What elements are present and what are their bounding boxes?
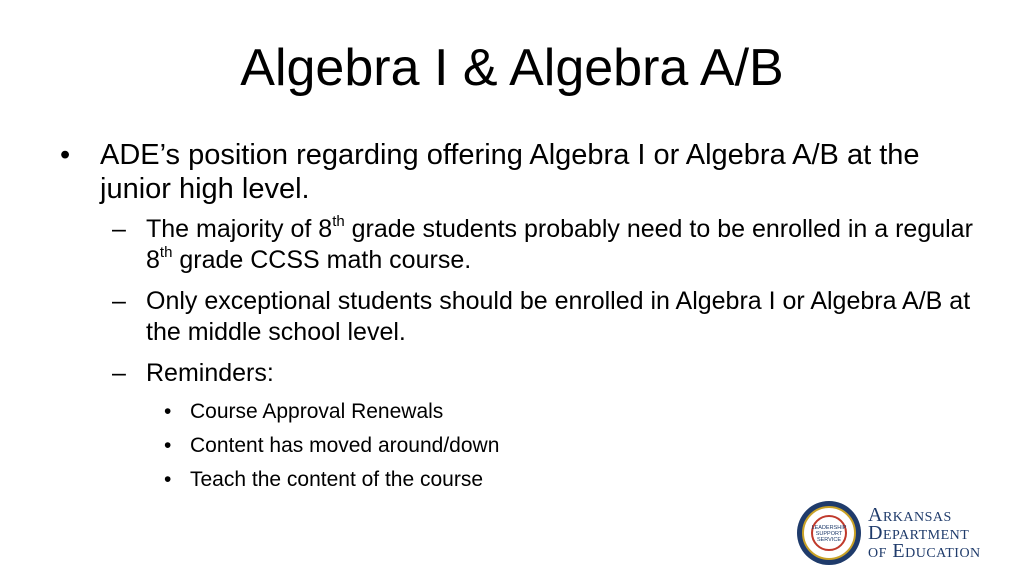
bullet-glyph: • — [164, 468, 172, 491]
logo-line-3: of Education — [868, 540, 981, 562]
svg-text:LEADERSHIP: LEADERSHIP — [811, 525, 847, 531]
bullet-text: ADE’s position regarding offering Algebra I or Algebra A/B at the junior high level. — [100, 139, 920, 205]
svg-text:SUPPORT: SUPPORT — [815, 531, 843, 537]
ade-logo-wordmark — [868, 506, 981, 560]
reminder-text: Content has moved around/down — [190, 434, 500, 457]
dash-glyph: – — [112, 215, 126, 243]
sub-bullet-text: Only exceptional students should be enrolled in Algebra I or Algebra A/B at the middle school level. — [146, 287, 971, 346]
sub-bullet-reminders — [60, 358, 980, 389]
dash-glyph: – — [112, 287, 126, 315]
ade-seal-icon — [796, 500, 862, 566]
reminder-item — [60, 399, 980, 425]
bullet-glyph: • — [164, 434, 172, 457]
bullet-glyph: • — [60, 139, 71, 171]
reminder-item — [60, 433, 980, 459]
logo-line-2: Department — [868, 522, 970, 544]
reminder-item — [60, 467, 980, 493]
dash-glyph: – — [112, 359, 126, 387]
sub-bullet-exceptional — [60, 286, 980, 348]
sub-bullet-text: The majority of 8th grade students probably need to be enrolled in a regular 8th grade CCSS math course. — [146, 213, 973, 274]
slide-title: Algebra I & Algebra A/B — [240, 39, 784, 97]
bullet-ade-position — [60, 138, 980, 206]
sub-bullet-text: Reminders: — [146, 359, 274, 387]
svg-text:SERVICE: SERVICE — [816, 537, 842, 543]
ade-logo — [796, 500, 1016, 570]
logo-line-1: Arkansas — [868, 504, 952, 526]
slide-content — [60, 138, 980, 501]
bullet-glyph: • — [164, 400, 172, 423]
sub-bullet-majority — [60, 214, 980, 276]
reminder-text: Course Approval Renewals — [190, 400, 444, 423]
reminder-text: Teach the content of the course — [190, 468, 484, 491]
